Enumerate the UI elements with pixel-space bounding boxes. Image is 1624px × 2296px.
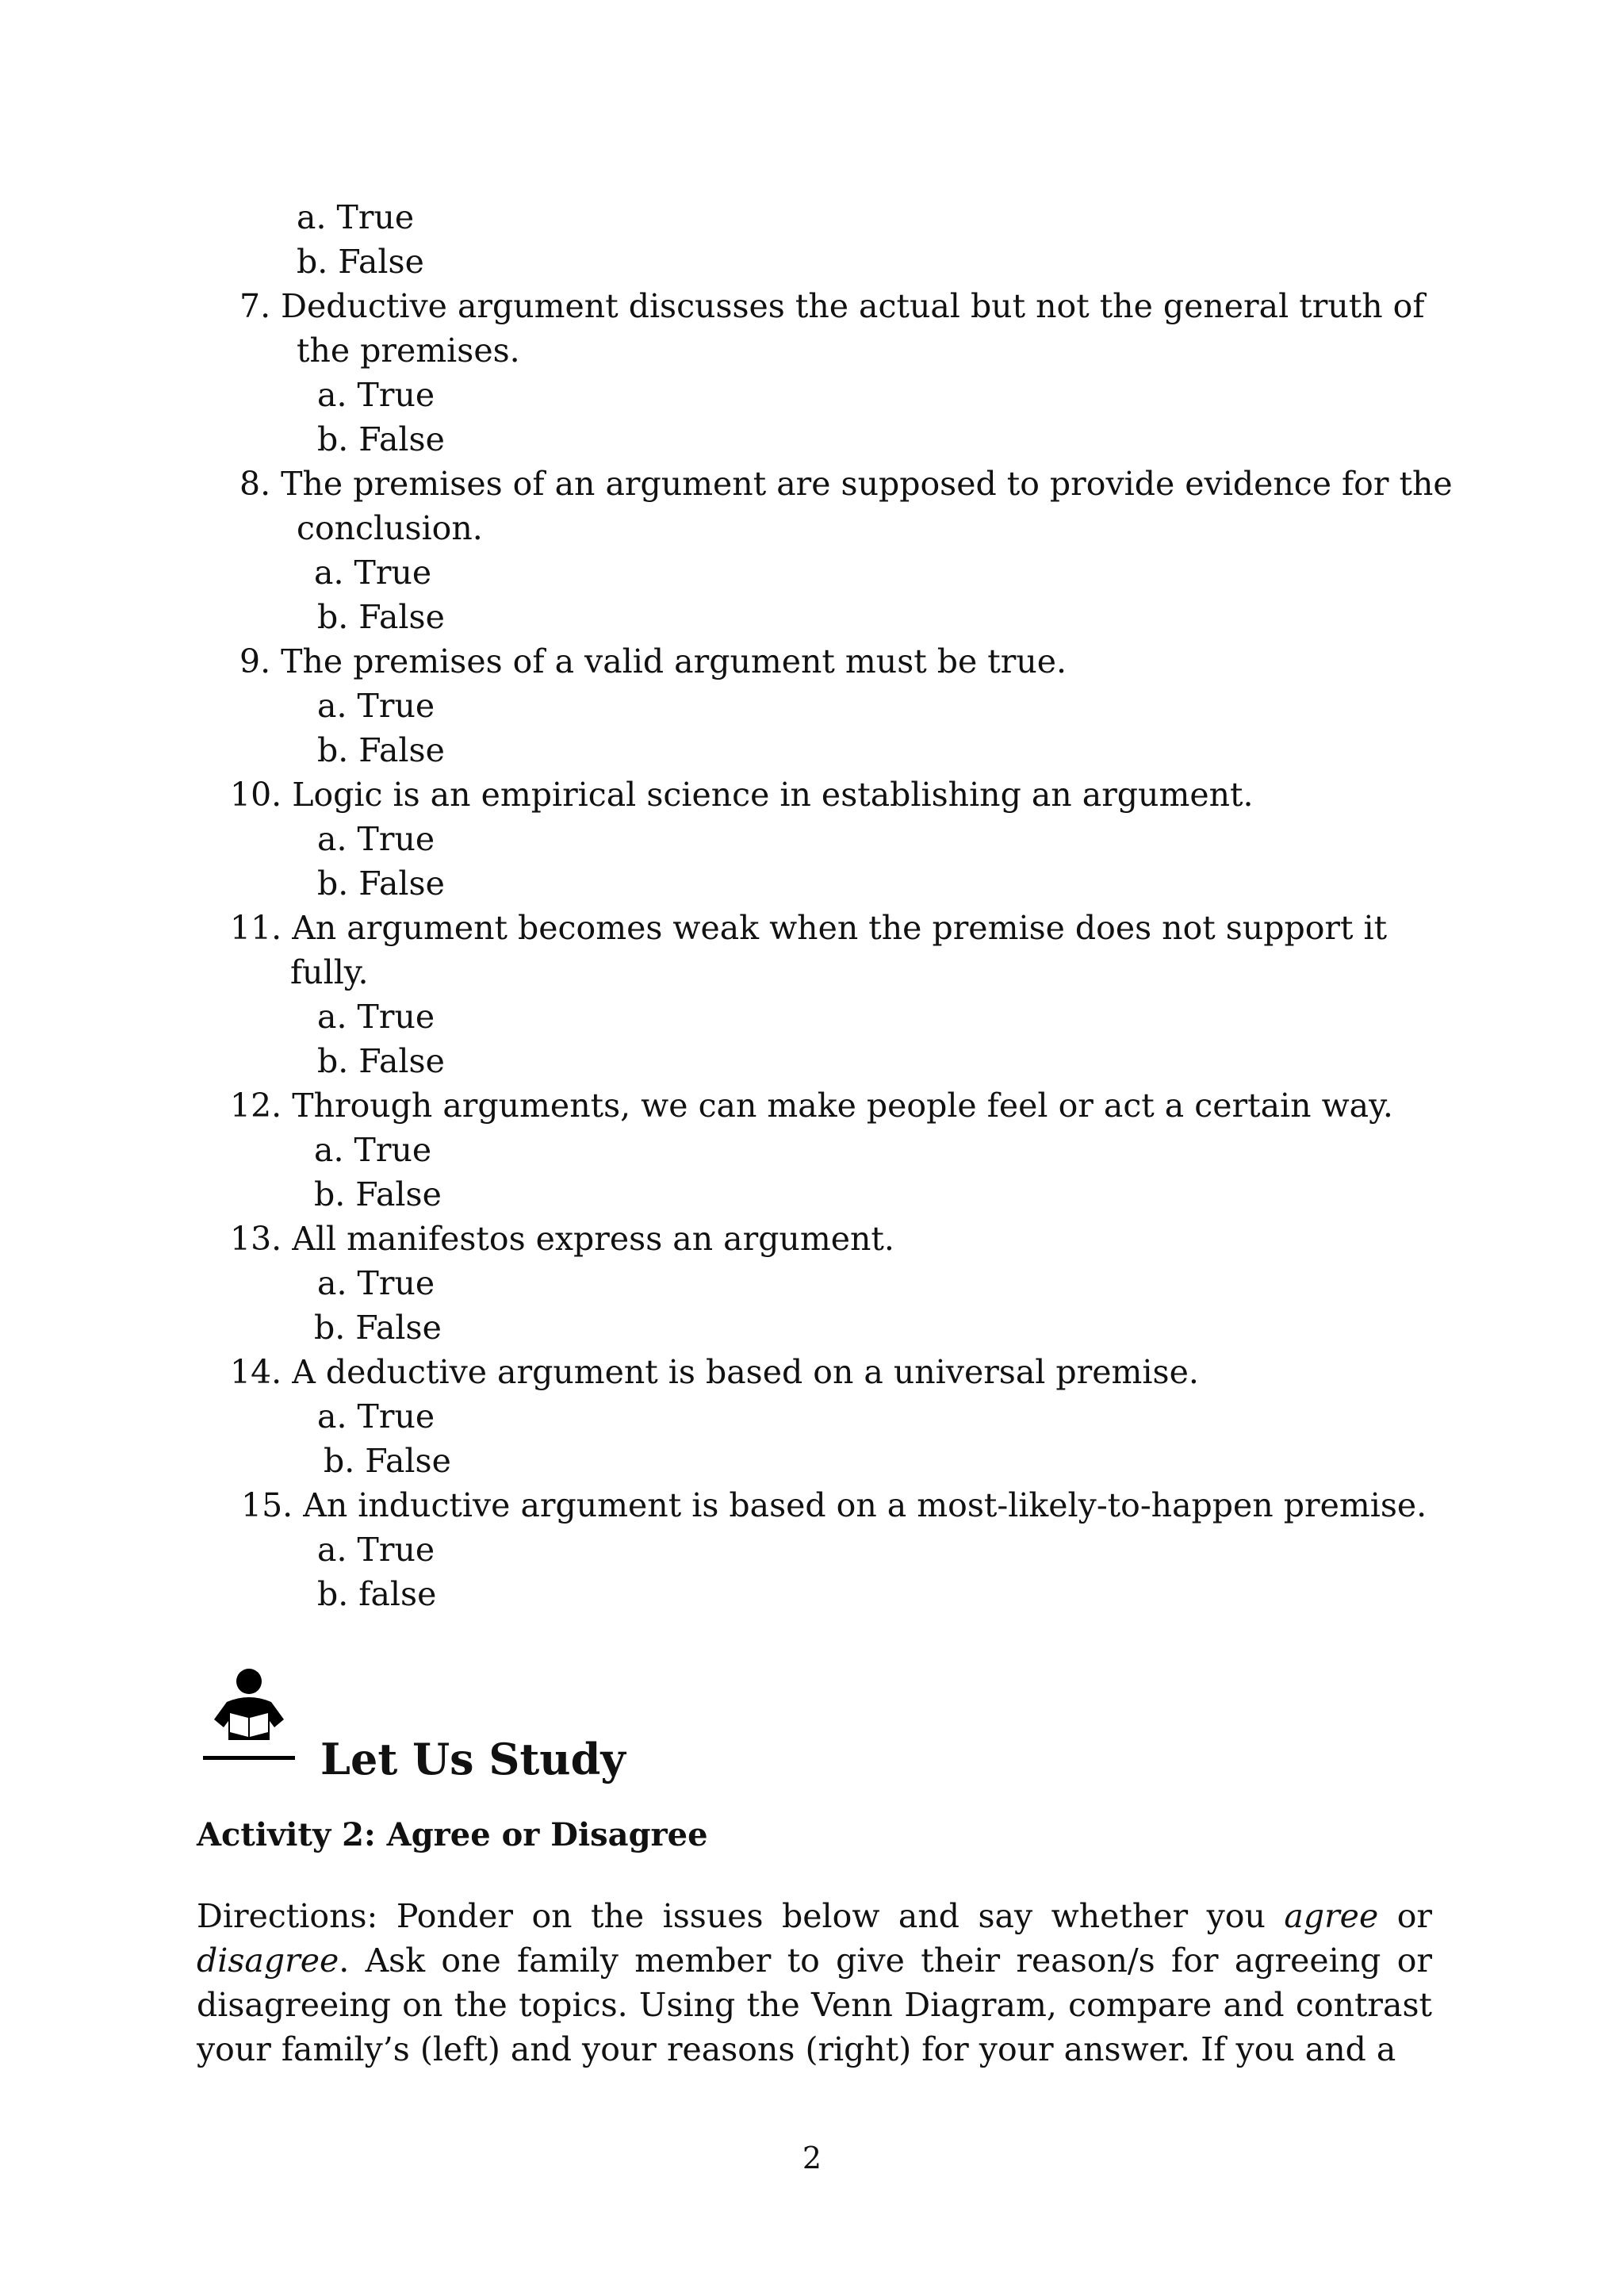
question-15: 15. An inductive argument is based on a most-likely-to-happen premise. (241, 1486, 1427, 1524)
question-11-cont: fully. (290, 953, 369, 991)
page-number: 2 (802, 2141, 822, 2175)
question-8-cont: conclusion. (297, 509, 483, 547)
question-14: 14. A deductive argument is based on a universal premise. (230, 1353, 1199, 1391)
option-a: a. True (317, 376, 435, 414)
option-b: b. False (317, 598, 445, 636)
activity-title: Activity 2: Agree or Disagree (197, 1816, 708, 1853)
reading-person-icon (203, 1667, 295, 1765)
option-a: a. True (297, 198, 415, 236)
option-b: b. False (317, 1042, 445, 1080)
option-a: a. True (317, 998, 435, 1036)
question-8: 8. The premises of an argument are supposed to provide evidence for the (239, 465, 1453, 503)
option-b: b. False (324, 1442, 451, 1480)
question-7-cont: the premises. (297, 332, 520, 370)
option-a: a. True (317, 1397, 435, 1435)
option-a: a. True (314, 554, 432, 592)
option-b: b. False (314, 1309, 442, 1347)
question-11: 11. An argument becomes weak when the premise does not support it (230, 909, 1388, 947)
section-heading: Let Us Study (320, 1734, 626, 1784)
option-b: b. False (297, 243, 424, 281)
option-b: b. false (317, 1575, 437, 1613)
option-b: b. False (314, 1175, 442, 1213)
option-a: a. True (314, 1131, 432, 1169)
question-13: 13. All manifestos express an argument. (230, 1220, 894, 1258)
option-a: a. True (317, 1531, 435, 1569)
question-12: 12. Through arguments, we can make people feel or act a certain way. (230, 1087, 1393, 1125)
directions-paragraph: Directions: Ponder on the issues below and say whether you agree or disagree. Ask one family member to give their reason/s for agreeing or disagreeing on the topics. Using the Venn Diagram, compare and contrast your family’s (left) and your reasons (right) for your answer. If you and a (197, 1897, 1432, 2068)
question-7: 7. Deductive argument discusses the actual but not the general truth of (239, 287, 1425, 325)
option-a: a. True (317, 687, 435, 725)
option-b: b. False (317, 731, 445, 769)
option-b: b. False (317, 864, 445, 903)
question-10: 10. Logic is an empirical science in establishing an argument. (230, 776, 1254, 814)
option-b: b. False (317, 420, 445, 458)
question-9: 9. The premises of a valid argument must be true. (239, 642, 1067, 680)
option-a: a. True (317, 820, 435, 858)
option-a: a. True (317, 1264, 435, 1302)
